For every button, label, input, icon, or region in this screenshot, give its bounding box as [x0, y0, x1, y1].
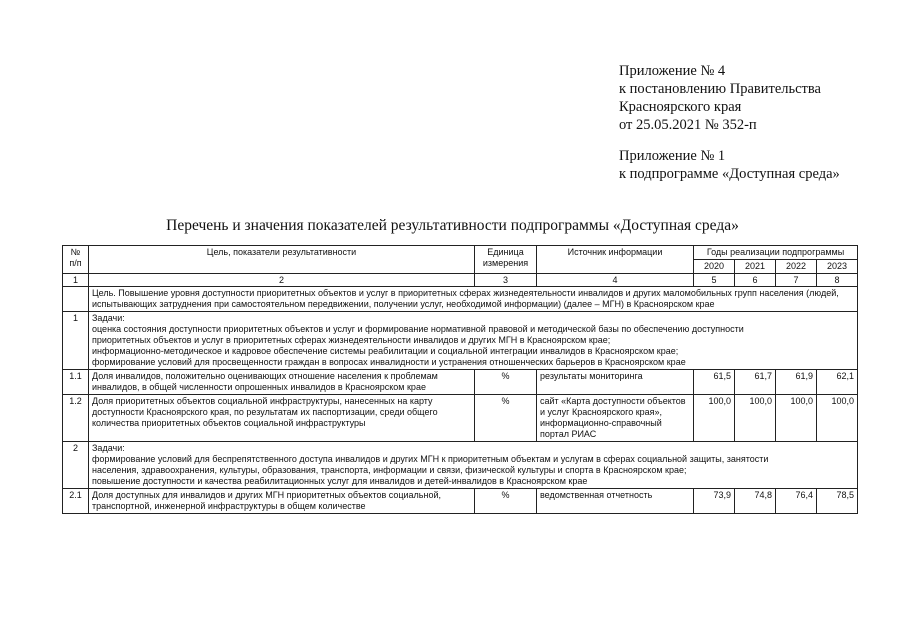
tasks-num: 1	[63, 312, 89, 370]
tasks-num: 2	[63, 442, 89, 489]
indicator-value: 100,0	[817, 395, 858, 442]
tasks-line: повышение доступности и качества реабилитационных услуг для инвалидов и детей-инвалидов в Красноярском крае	[92, 476, 588, 486]
tasks-line: приоритетных объектов и услуг в приоритетных сферах жизнедеятельности инвалидов и других МГН в Красноярском крае;	[92, 335, 611, 345]
goal-num-cell	[63, 287, 89, 312]
tasks-row	[63, 442, 858, 489]
appendix-main-line: Приложение № 4	[619, 63, 726, 79]
indicator-num: 1.1	[63, 370, 89, 395]
tasks-text	[89, 312, 858, 370]
appendix-main-line: к постановлению Правительства	[619, 81, 821, 97]
header-num: № п/п	[63, 246, 89, 274]
indicator-source: сайт «Карта доступности объектов и услуг Красноярского края», информационно-справочный портал РИАС	[537, 395, 694, 442]
tasks-line: формирование условий для беспрепятственного доступа инвалидов и других МГН к приоритетным объектам и услугам в сферах социальной защиты, занятости	[92, 454, 769, 464]
header-row	[63, 246, 858, 260]
indicator-value: 73,9	[694, 489, 735, 514]
indicator-value: 61,7	[735, 370, 776, 395]
indicator-name: Доля инвалидов, положительно оценивающих отношение населения к проблемам инвалидов, в общей численности опрошенных инвалидов в Красноярском крае	[89, 370, 475, 395]
goal-row	[63, 287, 858, 312]
indicator-unit: %	[475, 370, 537, 395]
tasks-row	[63, 312, 858, 370]
indicator-value: 61,9	[776, 370, 817, 395]
indicator-unit: %	[475, 395, 537, 442]
column-number: 7	[776, 274, 817, 287]
indicator-row	[63, 489, 858, 514]
indicator-value: 74,8	[735, 489, 776, 514]
header-unit: Единица измерения	[475, 246, 537, 274]
header-years-group: Годы реализации подпрограммы	[694, 246, 858, 260]
goal-text: Цель. Повышение уровня доступности приоритетных объектов и услуг в приоритетных сферах жизнедеятельности инвалидов и других маломобильных групп населения (людей, испытывающих затруднения при самостоятельном передвижении, получении услуг, необходимой информации) (далее – МГН) в Красноярском крае	[89, 287, 858, 312]
tasks-line: оценка состояния доступности приоритетных объектов и услуг и формирование нормативной правовой и методической базы по обеспечению доступности	[92, 324, 744, 334]
appendix-sub-line: Приложение № 1	[619, 148, 726, 164]
indicator-name: Доля доступных для инвалидов и других МГН приоритетных объектов социальной, транспортной, инженерной инфраструктуры в общем количестве	[89, 489, 475, 514]
tasks-text	[89, 442, 858, 489]
indicator-source: ведомственная отчетность	[537, 489, 694, 514]
column-number: 6	[735, 274, 776, 287]
column-number: 3	[475, 274, 537, 287]
header-year: 2022	[776, 260, 817, 274]
tasks-line: Задачи:	[92, 313, 125, 323]
column-number-row	[63, 274, 858, 287]
tasks-line: формирование условий для просвещенности граждан в вопросах инвалидности и устранения отношенческих барьеров в Красноярском крае	[92, 357, 686, 367]
column-number: 1	[63, 274, 89, 287]
appendix-main-line: от 25.05.2021 № 352-п	[619, 117, 757, 133]
tasks-line: населения, здравоохранения, культуры, образования, транспорта, информации и связи, физической культуры и спорта в Красноярском крае;	[92, 465, 687, 475]
header-year: 2021	[735, 260, 776, 274]
header-goal: Цель, показатели результативности	[89, 246, 475, 274]
indicator-value: 78,5	[817, 489, 858, 514]
appendix-main-block	[619, 62, 821, 134]
indicator-value: 76,4	[776, 489, 817, 514]
document-title: Перечень и значения показателей результативности подпрограммы «Доступная среда»	[166, 217, 739, 234]
indicator-value: 61,5	[694, 370, 735, 395]
appendix-main-line: Красноярского края	[619, 99, 742, 115]
header-source: Источник информации	[537, 246, 694, 274]
indicator-unit: %	[475, 489, 537, 514]
indicator-num: 1.2	[63, 395, 89, 442]
indicator-value: 100,0	[694, 395, 735, 442]
column-number: 8	[817, 274, 858, 287]
indicator-source: результаты мониторинга	[537, 370, 694, 395]
indicator-num: 2.1	[63, 489, 89, 514]
indicator-name: Доля приоритетных объектов социальной инфраструктуры, нанесенных на карту доступности Красноярского края, по результатам их паспортизации, среди общего количества приоритетных объектов социальной инфраструктуры	[89, 395, 475, 442]
tasks-line: информационно-методическое и кадровое обеспечение системы реабилитации и социальной интеграции инвалидов в Красноярском крае;	[92, 346, 679, 356]
appendix-sub-line: к подпрограмме «Доступная среда»	[619, 166, 840, 182]
indicators-table	[62, 245, 858, 514]
column-number: 5	[694, 274, 735, 287]
tasks-line: Задачи:	[92, 443, 125, 453]
header-year: 2023	[817, 260, 858, 274]
indicator-row	[63, 395, 858, 442]
indicator-row	[63, 370, 858, 395]
header-year: 2020	[694, 260, 735, 274]
indicator-value: 100,0	[776, 395, 817, 442]
indicator-value: 100,0	[735, 395, 776, 442]
column-number: 4	[537, 274, 694, 287]
column-number: 2	[89, 274, 475, 287]
appendix-sub-block	[619, 147, 840, 183]
indicator-value: 62,1	[817, 370, 858, 395]
